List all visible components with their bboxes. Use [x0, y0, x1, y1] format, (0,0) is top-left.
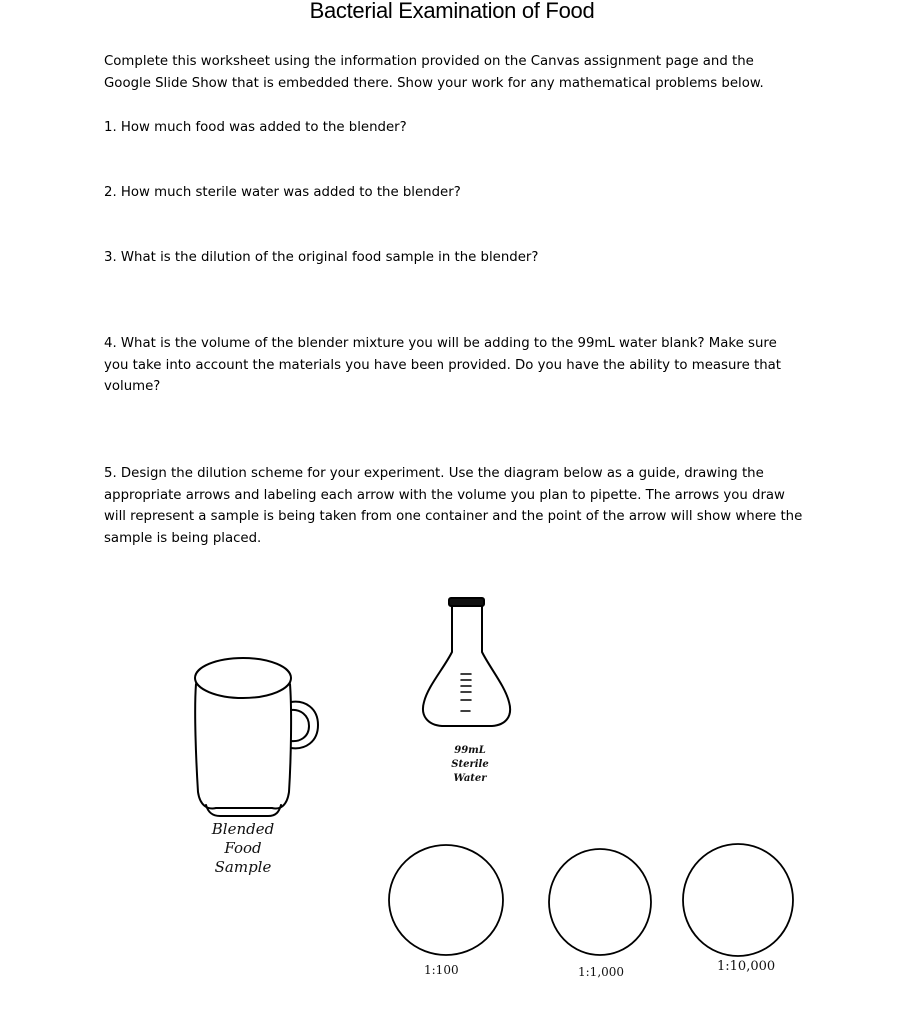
blender-base: [206, 805, 281, 816]
question-5: 5. Design the dilution scheme for your experiment. Use the diagram below as a guide, drawing the appropriate arrows and labeling each arrow with the volume you plan to pipette. The arrows you draw will represent a sample is being taken from one container and the point of the arrow will show where the sample is being placed.: [104, 466, 803, 546]
plate-label-1-1000: 1:1,000: [578, 965, 625, 979]
page-title: Bacterial Examination of Food: [309, 0, 595, 23]
flask-stopper: [449, 598, 484, 606]
question-4: 4. What is the volume of the blender mixture you will be adding to the 99mL water blank? Make sure you take into account the materials you have been provided. Do you have the ability to measure that volume?: [104, 336, 781, 394]
flask-label: [442, 744, 498, 786]
intro-text: Complete this worksheet using the information provided on the Canvas assignment page and the Google Slide Show that is embedded there. Show your work for any mathematical problems below.: [104, 54, 764, 91]
blender-label-line-3: Sample: [214, 858, 272, 876]
blender-label-line-2: Food: [224, 839, 262, 857]
plate-label-1-10000: 1:10,000: [717, 959, 776, 974]
flask-body: [423, 606, 510, 726]
flask-label-line-1: 99mL: [454, 745, 486, 756]
blender-body: [195, 684, 291, 808]
flask-drawing: [423, 598, 510, 726]
flask-label-line-2: Sterile: [451, 759, 489, 770]
blender-handle-inner: [291, 710, 309, 741]
plate-1-100: [389, 845, 503, 955]
blender-label: [211, 820, 275, 877]
plate-1-10000: [683, 844, 793, 956]
plate-1-1000: [549, 849, 651, 955]
question-1: 1. How much food was added to the blender?: [104, 120, 407, 135]
blender-drawing: [195, 658, 318, 816]
plates: [389, 844, 793, 956]
blender-label-line-1: Blended: [211, 820, 275, 838]
question-2: 2. How much sterile water was added to the blender?: [104, 185, 461, 200]
flask-label-line-3: Water: [453, 773, 487, 784]
plate-label-1-100: 1:100: [424, 963, 459, 977]
flask-graduations: [461, 674, 471, 711]
blender-rim: [195, 658, 291, 698]
question-3: 3. What is the dilution of the original food sample in the blender?: [104, 250, 539, 265]
